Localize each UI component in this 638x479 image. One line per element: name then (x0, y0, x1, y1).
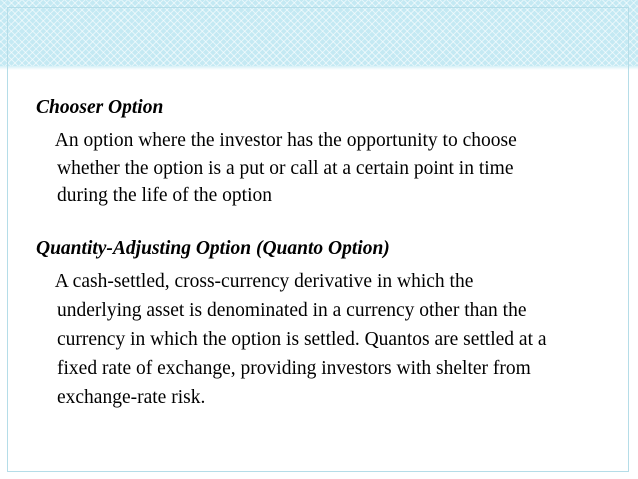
text-line: fixed rate of exchange, providing investors with shelter from (57, 358, 531, 379)
text-line: underlying asset is denominated in a currency other than the (57, 300, 527, 321)
text-line: A cash-settled, cross-currency derivative in which the (51, 271, 474, 292)
text-line: An option where the investor has the opportunity to choose (51, 130, 517, 151)
text-line: whether the option is a put or call at a certain point in time (57, 157, 514, 179)
paragraph-quanto-option (51, 267, 547, 412)
heading-quanto-option: Quantity-Adjusting Option (Quanto Option) (36, 238, 390, 259)
paragraph-chooser-option (51, 127, 517, 210)
text-line: during the life of the option (57, 185, 272, 206)
heading-chooser-option: Chooser Option (36, 97, 164, 118)
text-line: currency in which the option is settled. Quantos are settled at a (57, 329, 547, 350)
text-line: exchange-rate risk. (57, 387, 206, 408)
